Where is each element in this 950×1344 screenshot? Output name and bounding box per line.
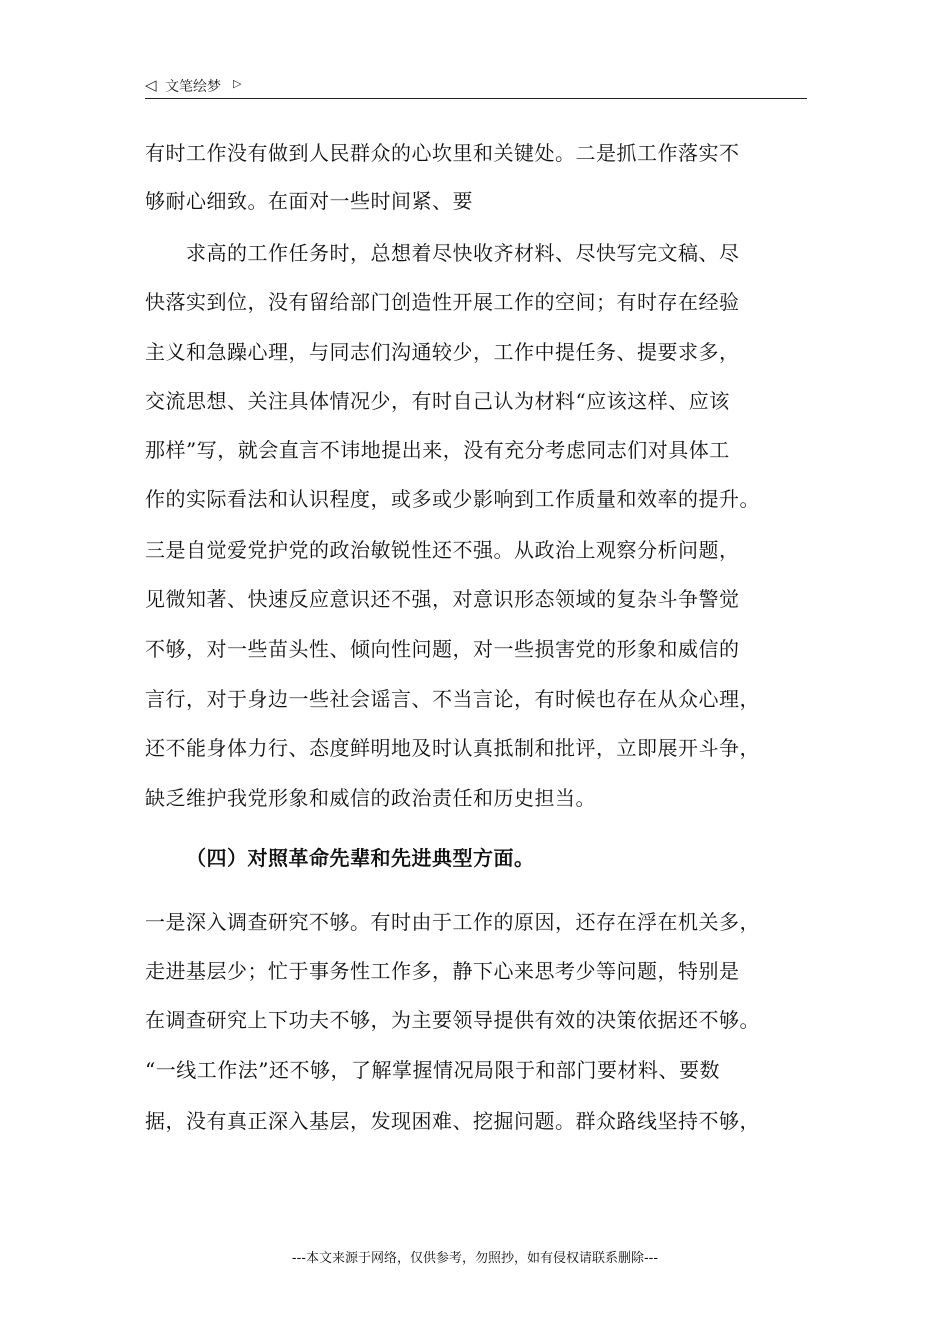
body-line: 还不能身体力行、态度鲜明地及时认真抵制和批评，立即展开斗争， xyxy=(145,736,760,760)
body-line: 见微知著、快速反应意识还不强，对意识形态领域的复杂斗争警觉 xyxy=(145,587,740,611)
body-line: 言行，对于身边一些社会谣言、不当言论，有时候也存在从众心理， xyxy=(145,687,760,711)
header-brand: 文笔绘梦 xyxy=(165,79,221,95)
body-line: 三是自觉爱党护党的政治敏锐性还不强。从政治上观察分析问题， xyxy=(145,538,740,562)
body-line: 那样”写，就会直言不讳地提出来，没有充分考虑同志们对具体工 xyxy=(145,438,730,462)
body-line: 一是深入调查研究不够。有时由于工作的原因，还存在浮在机关多， xyxy=(145,910,760,934)
body-line: 主义和急躁心理，与同志们沟通较少，工作中提任务、提要求多， xyxy=(145,340,740,364)
footer-disclaimer: ---本文来源于网络，仅供参考，勿照抄，如有侵权请联系删除--- xyxy=(291,1251,659,1266)
triangle-left-icon: ◁ xyxy=(145,76,157,94)
body-line: 够耐心细致。在面对一些时间紧、要 xyxy=(145,189,473,213)
body-line: 在调查研究上下功夫不够，为主要领导提供有效的决策依据还不够。 xyxy=(145,1008,760,1032)
page-header xyxy=(145,72,807,99)
section-heading: （四）对照革命先辈和先进典型方面。 xyxy=(186,846,535,870)
body-line: 交流思想、关注具体情况少，有时自己认为材料“应该这样、应该 xyxy=(145,389,730,413)
body-line: 据，没有真正深入基层，发现困难、挖掘问题。群众路线坚持不够， xyxy=(145,1109,760,1133)
body-line: 快落实到位，没有留给部门创造性开展工作的空间；有时存在经验 xyxy=(145,290,740,314)
body-line: 走进基层少；忙于事务性工作多，静下心来思考少等问题，特别是 xyxy=(145,959,740,983)
body-line: 有时工作没有做到人民群众的心坎里和关键处。二是抓工作落实不 xyxy=(145,141,740,165)
body-line: 不够，对一些苗头性、倾向性问题，对一些损害党的形象和威信的 xyxy=(145,637,740,661)
body-line: 缺乏维护我党形象和威信的政治责任和历史担当。 xyxy=(145,786,596,810)
triangle-right-icon: ▷ xyxy=(233,77,242,90)
body-line: 求高的工作任务时，总想着尽快收齐材料、尽快写完文稿、尽 xyxy=(186,241,740,265)
body-line: “一线工作法”还不够，了解掌握情况局限于和部门要材料、要数 xyxy=(145,1058,720,1082)
body-line: 作的实际看法和认识程度，或多或少影响到工作质量和效率的提升。 xyxy=(145,487,760,511)
